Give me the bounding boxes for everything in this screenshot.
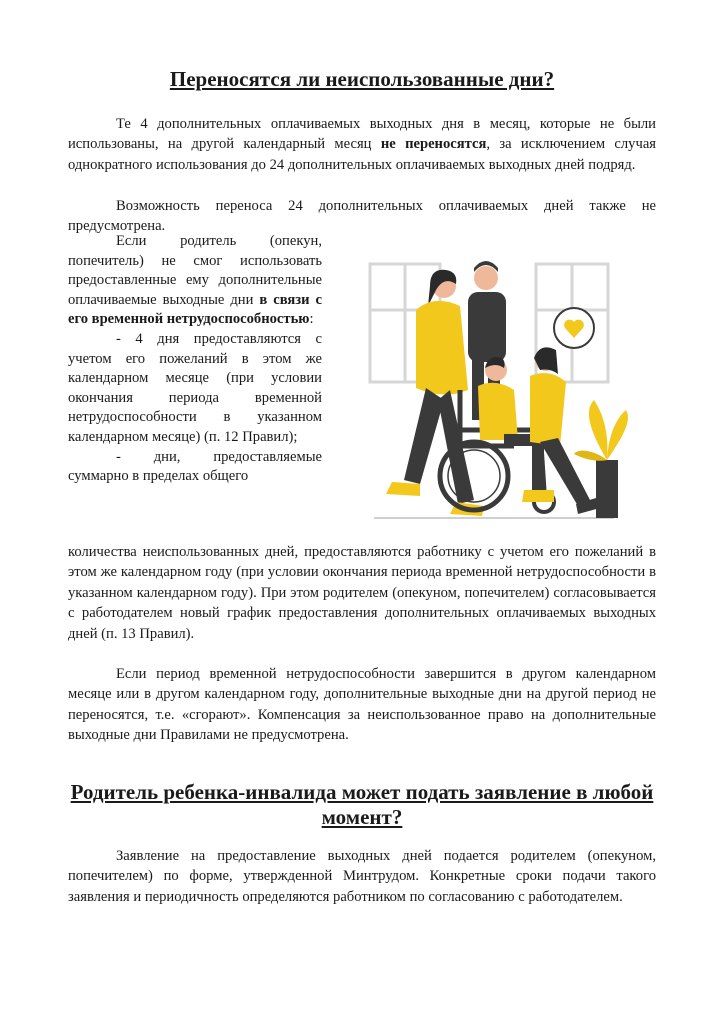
section-title-unused-days: Переносятся ли неиспользованные дни? [169, 67, 555, 91]
bold-text: не переносятся [380, 136, 487, 153]
section-title-application: Родитель ребенка-инвалида может подать заявление в любой момент? [70, 780, 654, 829]
text-span: : [309, 311, 314, 328]
heart-bubble-icon [554, 308, 594, 348]
paragraph-year-days: количества неиспользованных дней, предоставляются работнику с учетом его пожеланий в этом же календарном году (при условии окончания периода временной нетрудоспособности в указанном календарном году). При этом родителем (опекуном, попечителем) согласовывается с работодателем новый график предоставления дополнительных оплачиваемых выходных дней (п. 13 Правил). [68, 544, 656, 642]
paragraph-illness [68, 232, 322, 330]
paragraph-burn: Если период временной нетрудоспособности завершится в другом календарном месяце или в другом календарном году, дополнительные выходные дни на другой период не переносятся, т.е. «сгорают». Компенсация за неиспользованное право на дополнительные выходные дни Правилами не предусмотрена. [68, 666, 656, 744]
paragraph-carryover [68, 114, 656, 175]
bold-text: в связи с его временной нетрудоспособностью [68, 291, 322, 328]
left-column-text [68, 232, 322, 487]
list-item-days-start: - дни, предоставляемые суммарно в пределах общего [68, 448, 322, 485]
list-item-4-days: - 4 дня предоставляются с учетом его пожеланий в этом же календарном месяце (при условии окончания периода временной нетрудоспособности в указанном календарном месяце) (п. 12 Правил); [68, 330, 322, 445]
family-wheelchair-illustration [364, 250, 650, 526]
text-span: Если родитель (опекун, попечитель) не смог использовать предоставленные ему дополнительные оплачиваемые выходные дни [68, 233, 322, 308]
text-span: Те 4 дополнительных оплачиваемых выходных дня в месяц, которые не были использованы, на другой календарный месяц [68, 116, 656, 153]
paragraph-no-transfer: Возможность переноса 24 дополнительных оплачиваемых дней также не предусмотрена. [68, 198, 656, 235]
paragraph-application: Заявление на предоставление выходных дней подается родителем (опекуном, попечителем) по форме, утвержденной Минтрудом. Конкретные сроки подачи такого заявления и периодичность определяются работником по согласованию с работодателем. [68, 848, 656, 905]
text-span: , за исключением случая однократного использования до 24 дополнительных оплачиваемых выходных дней подряд. [68, 136, 657, 173]
